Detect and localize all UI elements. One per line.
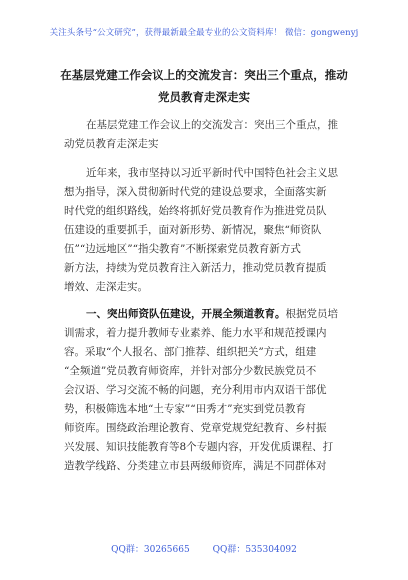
section1-line-3: “全频道”党员教育师资库，并针对部分少数民族党员不 — [64, 365, 317, 377]
section1-line-1: 训需求，着力提升教师专业素养、能力水平和规范授课内 — [64, 327, 327, 339]
para1-line-6: 新方法，持续为党员教育注入新活力，推动党员教育提质 — [64, 262, 327, 274]
para1-line-5: 伍”“边远地区”“指尖教育”不断探索党员教育新方式 — [64, 243, 301, 255]
para1-line-3: 时代党的组织路线，始终将抓好党员教育作为推进党员队 — [64, 205, 327, 217]
subtitle-line-1: 在基层党建工作会议上的交流发言：突出三个重点，推 — [86, 119, 338, 131]
footer-qq-group-2: QQ群：535304092 — [212, 545, 297, 555]
section1-line-2: 容。采取“个人报名、部门推荐、组织把关”方式，组建 — [64, 346, 317, 358]
section1-first-line — [86, 307, 338, 321]
doc-title-line-2: 党员教育走深走实 — [158, 90, 250, 104]
section1-heading: 一、突出师资队伍建设，开展全频道教育。 — [86, 308, 286, 320]
section1-heading-rest: 根据党员培 — [285, 308, 338, 320]
footer-qq-group-1: QQ群：30265665 — [111, 545, 190, 555]
section1-line-4: 会汉语、学习交流不畅的问题，充分利用市内双语干部优 — [64, 384, 327, 396]
section1-line-8: 造教学线路、分类建立市县两级师资库，满足不同群体对 — [64, 460, 327, 472]
doc-title-line-1: 在基层党建工作会议上的交流发言：突出三个重点，推动 — [60, 68, 348, 82]
para1-line-2: 想为指导，深入贯彻新时代党的建设总要求，全面落实新 — [64, 186, 327, 198]
section1-line-6: 师资库。围绕政治理论教育、党章党规党纪教育、乡村振 — [64, 422, 327, 434]
para1-line-7: 增效、走深走实。 — [64, 281, 148, 293]
section1-line-5: 势，积极筛选本地“土专家”“田秀才”充实到党员教育 — [64, 403, 306, 415]
section1-line-7: 兴发展、知识技能教育等8个专题内容，开发优质课程、打 — [64, 441, 334, 453]
subtitle-line-2: 动党员教育走深走实 — [64, 138, 159, 150]
para1-line-1: 近年来，我市坚持以习近平新时代中国特色社会主义思 — [86, 167, 338, 179]
header-banner: 关注头条号“公文研究”，获得最新最全最专业的公文资料库！ 微信：gongwenyj — [49, 28, 359, 38]
footer — [0, 542, 408, 555]
para1-line-4: 伍建设的重要抓手，面对新形势、新情况，聚焦“师资队 — [64, 224, 322, 236]
